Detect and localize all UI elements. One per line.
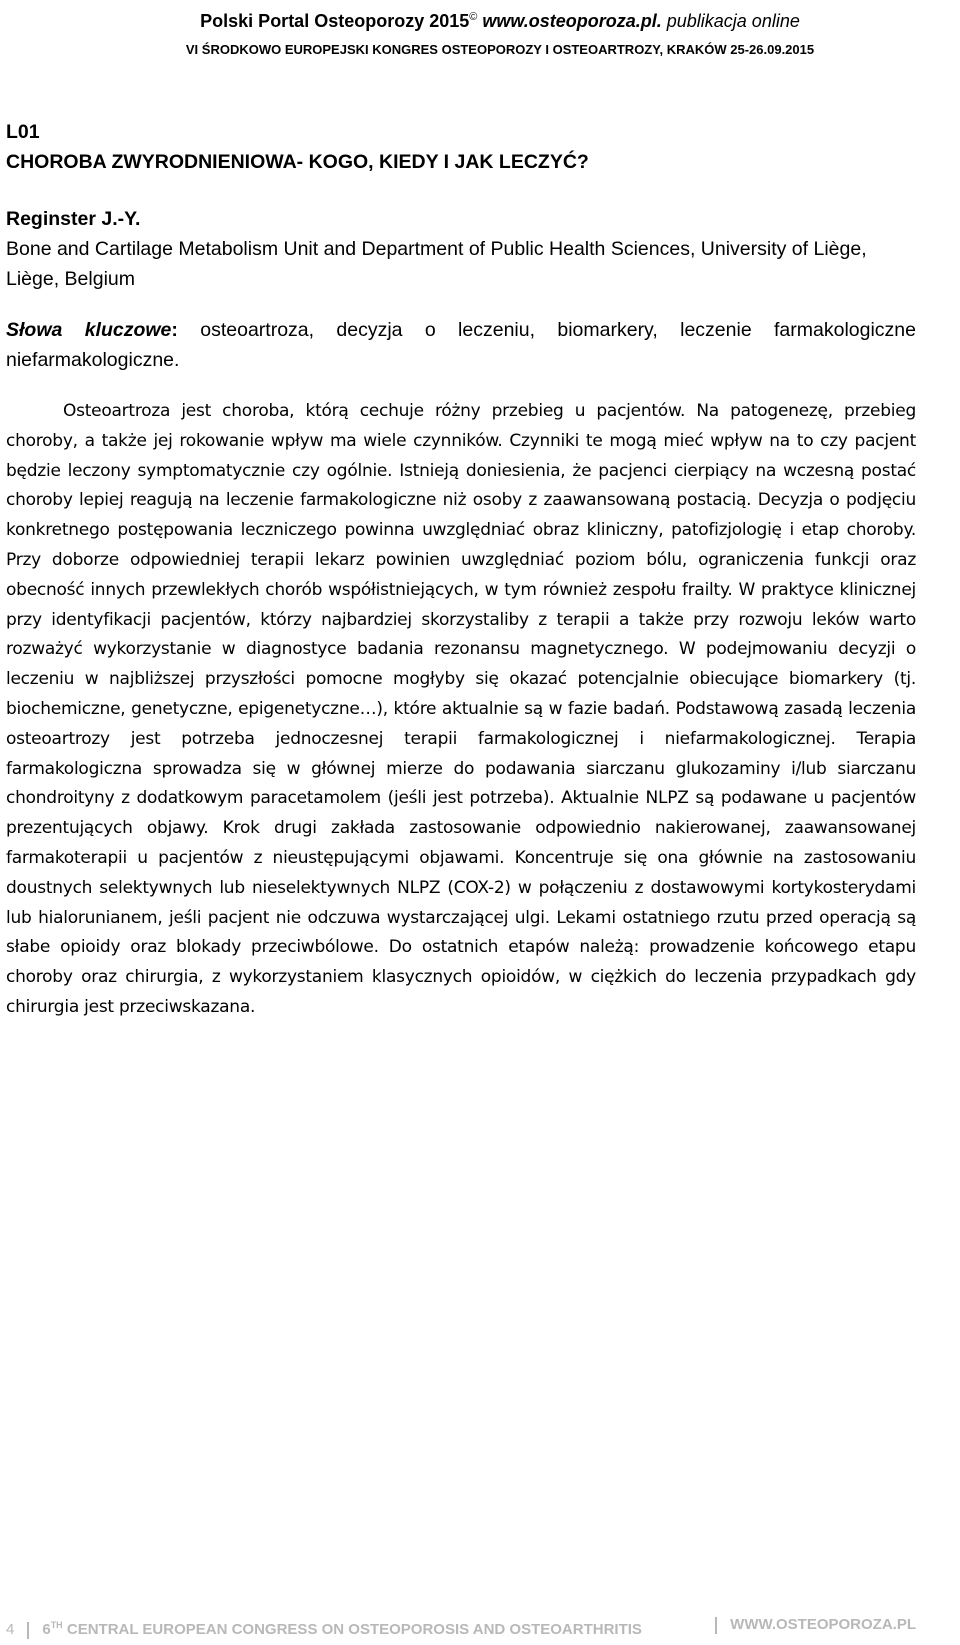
footer-congress-name: CENTRAL EUROPEAN CONGRESS ON OSTEOPOROSIS AND OSTEOARTHRITIS [66,1621,642,1638]
page-footer [6,1614,916,1641]
keywords-list: osteoartroza, decyzja o leczeniu, biomarkery, leczenie farmakologiczne niefarmakologiczne. [6,319,916,371]
portal-name: Polski Portal Osteoporozy 2015 [200,11,470,31]
page-number: 4 [6,1621,15,1638]
abstract-title: CHOROBA ZWYRODNIENIOWA- KOGO, KIEDY I JAK LECZYĆ? [6,151,589,173]
portal-url[interactable]: www.osteoporoza.pl. [482,11,662,31]
footer-edition: 6 [42,1621,51,1638]
keywords-colon: : [171,319,178,341]
header-portal-line [40,5,960,33]
abstract-heading-block [6,117,916,375]
author-affiliation: Bone and Cartilage Metabolism Unit and Department of Public Health Sciences, University of Liège, Liège, Belgium [6,238,867,290]
footer-divider [27,1622,29,1639]
footer-website[interactable]: WWW.OSTEOPOROZA.PL [730,1616,916,1633]
publication-note: publikacja online [666,11,800,31]
keywords-line [6,315,916,375]
header-congress-line: VI ŚRODKOWO EUROPEJSKI KONGRES OSTEOPOROZY I OSTEOARTROZY, KRAKÓW 25-26.09.2015 [185,42,815,57]
page-header [0,5,960,61]
author-name: Reginster J.-Y. [6,208,141,230]
abstract-code: L01 [6,121,40,143]
footer-edition-suffix: TH [50,1620,63,1630]
keywords-label: Słowa kluczowe [6,319,172,341]
copyright-icon: © [469,11,478,23]
footer-site-block [702,1614,916,1636]
footer-divider-2 [715,1617,717,1634]
abstract-body: Osteoartroza jest choroba, którą cechuje różny przebieg u pacjentów. Na patogenezę, przebieg choroby, a także jej rokowanie wpływ ma wiele czynników. Czynniki te mogą mieć wpływ na to czy pacjent będzie leczony symptomatycznie czy ogólnie. Istnieją doniesienia, że pacjenci cierpiący na wczesną postać choroby lepiej reagują na leczenie farmakologiczne niż osoby z zaawansowaną postacią. Decyzja o podjęciu konkretnego postępowania leczniczego powinna uwzględniać obraz kliniczny, patofizjologię i etap choroby. Przy doborze odpowiedniej terapii lekarz powinien uwzględniać poziom bólu, ograniczenia funkcji oraz obecność innych przewlekłych chorób współistniejących, w tym również zespołu frailty. W praktyce klinicznej przy identyfikacji pacjentów, którzy najbardziej skorzystaliby z terapii a także przy rozwoju leków warto rozważyć wykorzystanie w diagnostyce badania rezonansu magnetycznego. W podejmowaniu decyzji o leczeniu w najbliższej przyszłości pomocne mogłyby się okazać potencjalnie obiecujące biomarkery (tj. biochemiczne, genetyczne, epigenetyczne…), które aktualnie są w fazie badań. Podstawową zasadą leczenia osteoartrozy jest potrzeba jednoczesnej terapii farmakologicznej i niefarmakologicznej. Terapia farmakologiczna sprowadza się w głównej mierze do podawania siarczanu glukozaminy i/lub siarczanu chondroityny z dodatkowym paracetamolem (jeśli jest potrzeba). Aktualnie NLPZ są podawane u pacjentów prezentujących objawy. Krok drugi zakłada zastosowanie odpowiednio nakierowanej, zaawansowanej farmakoterapii u pacjentów z nieustępującymi objawami. Koncentruje się ona głównie na zastosowaniu doustnych selektywnych lub nieselektywnych NLPZ (COX-2) w połączeniu z dostawowymi kortykosterydami lub hialorunianem, jeśli pacjent nie odczuwa wystarczającej ulgi. Lekami ostatniego rzutu przed operacją są słabe opioidy oraz blokady przeciwbólowe. Do ostatnich etapów należą: prowadzenie końcowego etapu choroby oraz chirurgia, z wykorzystaniem klasycznych opioidów, w ciężkich do leczenia przypadkach gdy chirurgia jest przeciwskazana. [6,401,916,1017]
